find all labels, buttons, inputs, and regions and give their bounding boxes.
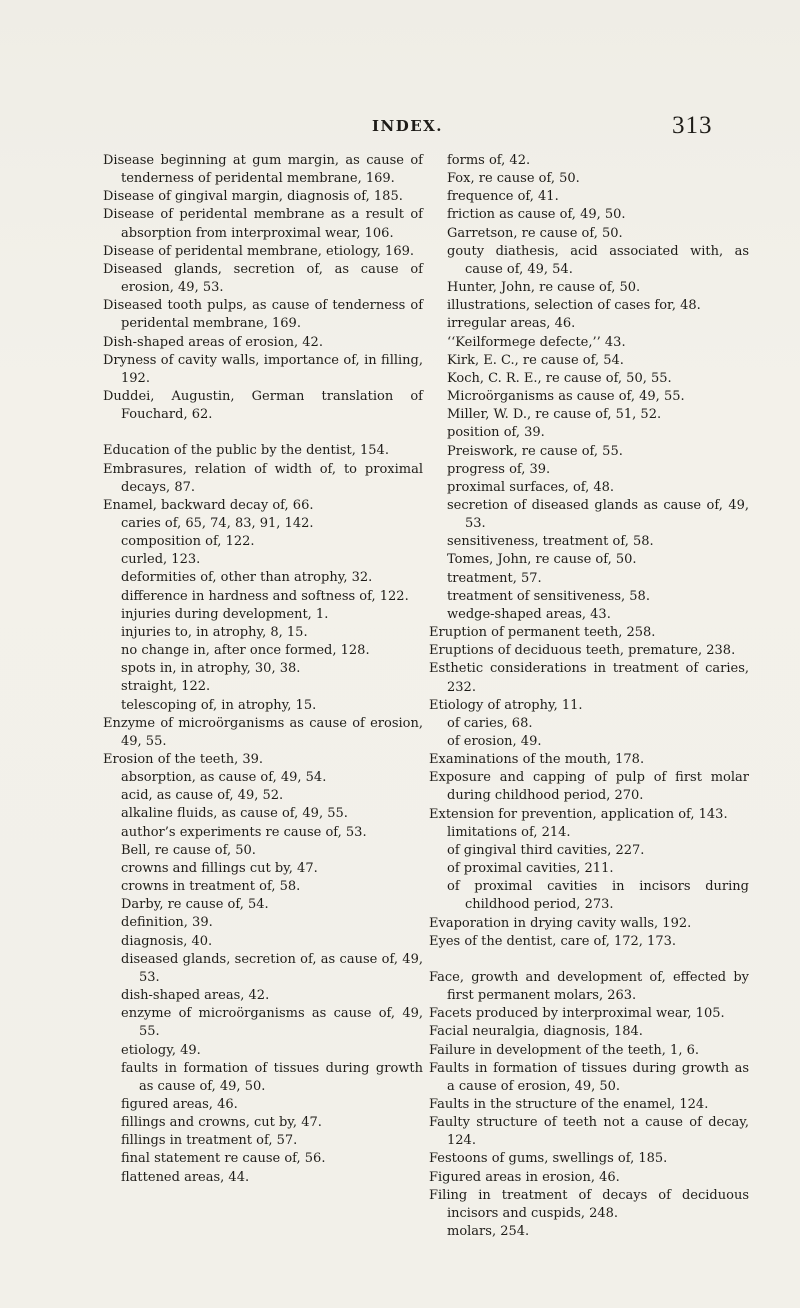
index-entry: Diseased glands, secretion of, as cause of erosion, 49, 53.	[103, 261, 423, 296]
index-entry: Exposure and capping of pulp of first molar during childhood period, 270.	[429, 770, 749, 804]
index-subentry: no change in, after once formed, 128.	[121, 643, 370, 659]
index-subentry: Koch, C. R. E., re cause of, 50, 55.	[447, 370, 672, 386]
index-subentry: author’s experiments re cause of, 53.	[121, 824, 367, 840]
index-entry: Duddei, Augustin, German translation of Fouchard, 62.	[103, 389, 423, 423]
index-entry: Eyes of the dentist, care of, 172, 173.	[429, 933, 676, 949]
index-subentry: injuries during development, 1.	[121, 606, 329, 622]
index-subentry: figured areas, 46.	[121, 1096, 238, 1112]
index-subentry: Darby, re cause of, 54.	[121, 897, 269, 913]
index-subentry: progress of, 39.	[447, 461, 551, 477]
index-subentry: diagnosis, 40.	[121, 933, 213, 949]
index-subentry: treatment, 57.	[447, 570, 542, 586]
index-entry: Faults in formation of tissues during growth as a cause of erosion, 49, 50.	[429, 1060, 749, 1094]
index-subentry: final statement re cause of, 56.	[121, 1151, 326, 1167]
index-subentry: Tomes, John, re cause of, 50.	[447, 552, 637, 568]
index-subentry: Bell, re cause of, 50.	[121, 842, 256, 858]
index-subentry: Microörganisms as cause of, 49, 55.	[447, 389, 685, 405]
index-subentry: Hunter, John, re cause of, 50.	[447, 280, 641, 296]
index-subentry: irregular areas, 46.	[447, 316, 576, 332]
index-subentry: Fox, re cause of, 50.	[447, 171, 580, 187]
running-header	[0, 112, 800, 146]
index-subentry: definition, 39.	[121, 915, 213, 931]
index-entry: Erosion of the teeth, 39.	[103, 752, 264, 767]
index-entry: Filing in treatment of decays of deciduous incisors and cuspids, 248.	[429, 1187, 749, 1221]
index-entry: Disease of peridental membrane, etiology, 169.	[103, 243, 415, 259]
index-subentry: of proximal cavities, 211.	[447, 861, 614, 877]
index-subentry: ‘‘Keilformege defecte,’’ 43.	[447, 334, 626, 350]
index-subentry: crowns and fillings cut by, 47.	[121, 860, 318, 876]
page-number: 313	[672, 112, 713, 139]
index-subentry: Garretson, re cause of, 50.	[447, 225, 623, 241]
index-subentry: difference in hardness and softness of, 122.	[121, 588, 409, 604]
index-entry: Face, growth and development of, effected by first permanent molars, 263.	[429, 969, 749, 1004]
index-entry: Dryness of cavity walls, importance of, in filling, 192.	[103, 352, 423, 386]
index-column-right	[429, 152, 749, 1241]
index-subentry: crowns in treatment of, 58.	[121, 879, 301, 895]
index-subentry: proximal surfaces, of, 48.	[447, 479, 615, 495]
index-subentry: alkaline fluids, as cause of, 49, 55.	[121, 806, 348, 822]
index-entry: Enamel, backward decay of, 66.	[103, 497, 314, 513]
index-subentry: limitations of, 214.	[447, 824, 571, 840]
index-entry: Dish-shaped areas of erosion, 42.	[103, 334, 323, 350]
index-entry: Facets produced by interproximal wear, 105.	[429, 1006, 725, 1022]
index-subentry: wedge-shaped areas, 43.	[447, 606, 611, 622]
index-entry: Figured areas in erosion, 46.	[429, 1169, 620, 1185]
index-subentry: diseased glands, secretion of, as cause of, 49, 53.	[121, 951, 423, 985]
index-entry: Faulty structure of teeth not a cause of decay, 124.	[429, 1115, 749, 1149]
index-entry: Education of the public by the dentist, 154.	[103, 443, 389, 459]
index-subentry: acid, as cause of, 49, 52.	[121, 788, 284, 804]
index-subentry: composition of, 122.	[121, 534, 255, 550]
index-entry: Etiology of atrophy, 11.	[429, 697, 583, 713]
index-subentry: molars, 254.	[447, 1224, 530, 1240]
index-subentry: secretion of diseased glands as cause of, 49, 53.	[447, 497, 749, 532]
index-entry: Esthetic considerations in treatment of caries, 232.	[429, 661, 749, 695]
index-entry: Examinations of the mouth, 178.	[429, 752, 645, 768]
index-entry: Failure in development of the teeth, 1, 6.	[429, 1042, 699, 1058]
index-subentry: fillings in treatment of, 57.	[121, 1133, 298, 1149]
index-subentry: forms of, 42.	[447, 153, 531, 168]
index-entry: Enzyme of microörganisms as cause of erosion, 49, 55.	[103, 715, 423, 749]
index-subentry: dish-shaped areas, 42.	[121, 988, 270, 1004]
index-subentry: gouty diathesis, acid associated with, as cause of, 49, 54.	[447, 243, 749, 277]
index-subentry: of caries, 68.	[447, 715, 533, 731]
index-subentry: flattened areas, 44.	[121, 1169, 250, 1185]
header-title: INDEX.	[372, 117, 444, 135]
index-subentry: Preiswork, re cause of, 55.	[447, 443, 623, 459]
index-entry: Extension for prevention, application of, 143.	[429, 806, 728, 822]
index-subentry: straight, 122.	[121, 679, 211, 695]
index-entry: Festoons of gums, swellings of, 185.	[429, 1151, 668, 1167]
index-entry: Eruptions of deciduous teeth, premature, 238.	[429, 643, 736, 659]
index-subentry: of proximal cavities in incisors during childhood period, 273.	[447, 879, 749, 913]
index-column-left	[103, 152, 423, 1187]
index-subentry: position of, 39.	[447, 425, 545, 441]
index-subentry: treatment of sensitiveness, 58.	[447, 588, 650, 604]
index-entry: Facial neuralgia, diagnosis, 184.	[429, 1024, 643, 1040]
index-subentry: of gingival third cavities, 227.	[447, 842, 645, 858]
index-subentry: deformities of, other than atrophy, 32.	[121, 570, 373, 586]
index-subentry: fillings and crowns, cut by, 47.	[121, 1115, 322, 1131]
index-entry: Disease of gingival margin, diagnosis of, 185.	[103, 189, 403, 205]
index-entry: Disease beginning at gum margin, as cause of tenderness of peridental membrane, 169.	[103, 153, 423, 187]
index-subentry: curled, 123.	[121, 552, 201, 568]
index-subentry: caries of, 65, 74, 83, 91, 142.	[121, 515, 314, 531]
index-subentry: etiology, 49.	[121, 1042, 201, 1058]
index-subentry: enzyme of microörganisms as cause of, 49, 55.	[121, 1006, 423, 1040]
index-subentry: sensitiveness, treatment of, 58.	[447, 534, 654, 550]
index-subentry: Kirk, E. C., re cause of, 54.	[447, 352, 624, 368]
index-subentry: of erosion, 49.	[447, 734, 542, 749]
index-entry: Evaporation in drying cavity walls, 192.	[429, 915, 692, 931]
index-subentry: frequence of, 41.	[447, 189, 559, 205]
index-subentry: injuries to, in atrophy, 8, 15.	[121, 624, 308, 640]
index-subentry: Miller, W. D., re cause of, 51, 52.	[447, 407, 662, 423]
index-entry: Diseased tooth pulps, as cause of tenderness of peridental membrane, 169.	[103, 298, 423, 332]
index-entry: Eruption of permanent teeth, 258.	[429, 625, 656, 641]
index-subentry: absorption, as cause of, 49, 54.	[121, 770, 327, 786]
index-subentry: telescoping of, in atrophy, 15.	[121, 697, 317, 713]
index-subentry: illustrations, selection of cases for, 48.	[447, 298, 701, 314]
index-subentry: friction as cause of, 49, 50.	[447, 207, 626, 223]
index-entry: Disease of peridental membrane as a result of absorption from interproximal wear, 106.	[103, 207, 423, 241]
index-subentry: faults in formation of tissues during growth as cause of, 49, 50.	[121, 1060, 423, 1094]
index-subentry: spots in, in atrophy, 30, 38.	[121, 661, 301, 677]
index-entry: Embrasures, relation of width of, to proximal decays, 87.	[103, 461, 423, 495]
index-entry: Faults in the structure of the enamel, 124.	[429, 1096, 709, 1112]
